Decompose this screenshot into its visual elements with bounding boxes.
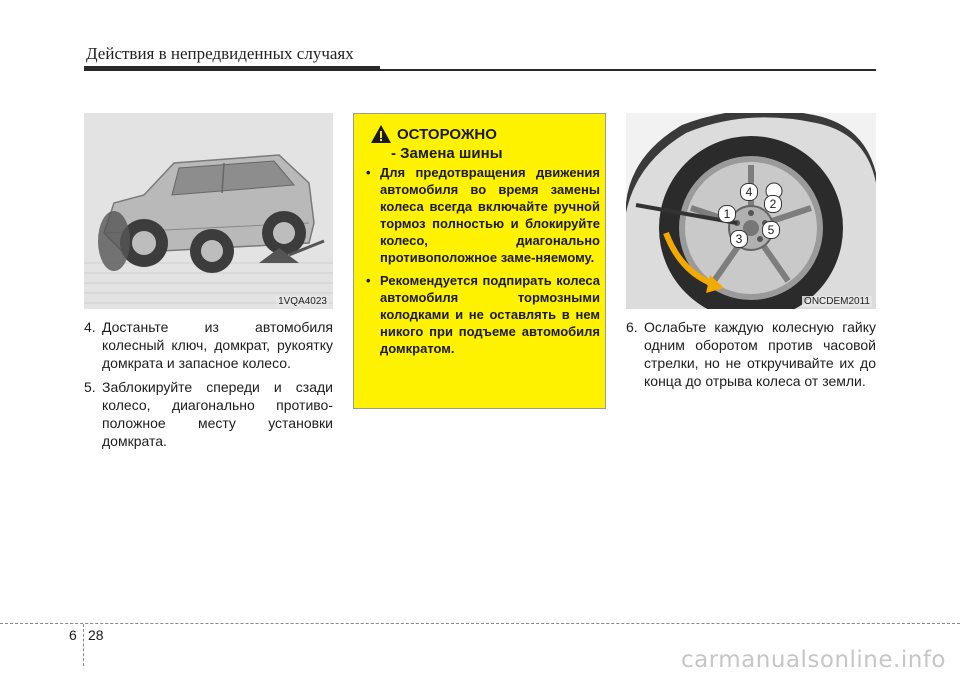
warning-subtitle: - Замена шины <box>391 145 503 162</box>
footer-vertical-divider <box>83 624 84 666</box>
warning-list <box>366 164 600 363</box>
step-number: 4. <box>84 319 96 335</box>
wheel-lug-nuts-illustration <box>626 113 876 309</box>
bullet: • <box>366 273 371 288</box>
step-text: Заблокируйте спереди и сзади колесо, диагонально противо-положное месту установки домкрата. <box>102 379 333 449</box>
figure-caption: 1VQA4023 <box>278 296 327 307</box>
warning-text: Рекомендуется подпирать колеса автомобиля тормозными колодками и не оставлять в нем никого при подъеме автомобиля домкратом. <box>380 273 600 356</box>
footer-divider <box>0 623 960 624</box>
right-steps-list <box>626 318 876 396</box>
header-rule-thin <box>380 69 876 71</box>
list-item <box>626 318 876 390</box>
list-item <box>366 272 600 357</box>
watermark: carmanualsonline.info <box>680 647 946 673</box>
warning-triangle-icon <box>370 124 392 144</box>
page-number: 28 <box>88 627 104 643</box>
bullet: • <box>366 165 371 180</box>
step-text: Достаньте из автомобиля колесный ключ, домкрат, рукоятку домкрата и запасное колесо. <box>102 319 333 371</box>
list-item <box>84 378 333 450</box>
step-text: Ослабьте каждую колесную гайку одним оборотом против часовой стрелки, но не откручивайте их до конца до отрыва колеса от земли. <box>644 319 876 389</box>
warning-text: Для предотвращения движения автомобиля во время замены колеса всегда включайте ручной тормоз полностью и блокируйте колесо, диагонально противоположное заме-няемому. <box>380 165 600 265</box>
left-steps-list <box>84 318 333 456</box>
list-item <box>366 164 600 266</box>
wheel-label-4: 4 <box>740 183 758 201</box>
list-item <box>84 318 333 372</box>
wheel-drawing <box>626 113 876 309</box>
page-section-title: Действия в непредвиденных случаях <box>86 44 354 63</box>
warning-box <box>353 113 606 409</box>
car-jack-illustration <box>84 113 333 309</box>
wheel-label-3: 3 <box>730 230 748 248</box>
figure-caption: ONCDEM2011 <box>804 296 870 307</box>
wheel-label-2: 2 <box>764 195 782 213</box>
wheel-label-5: 5 <box>762 221 780 239</box>
step-number: 6. <box>626 319 638 335</box>
warning-title: ОСТОРОЖНО <box>397 126 497 143</box>
wheel-label-1: 1 <box>718 205 736 223</box>
header-rule-thick <box>84 66 380 71</box>
step-number: 5. <box>84 379 96 395</box>
car-jack-drawing <box>84 113 333 309</box>
section-number: 6 <box>69 627 77 643</box>
